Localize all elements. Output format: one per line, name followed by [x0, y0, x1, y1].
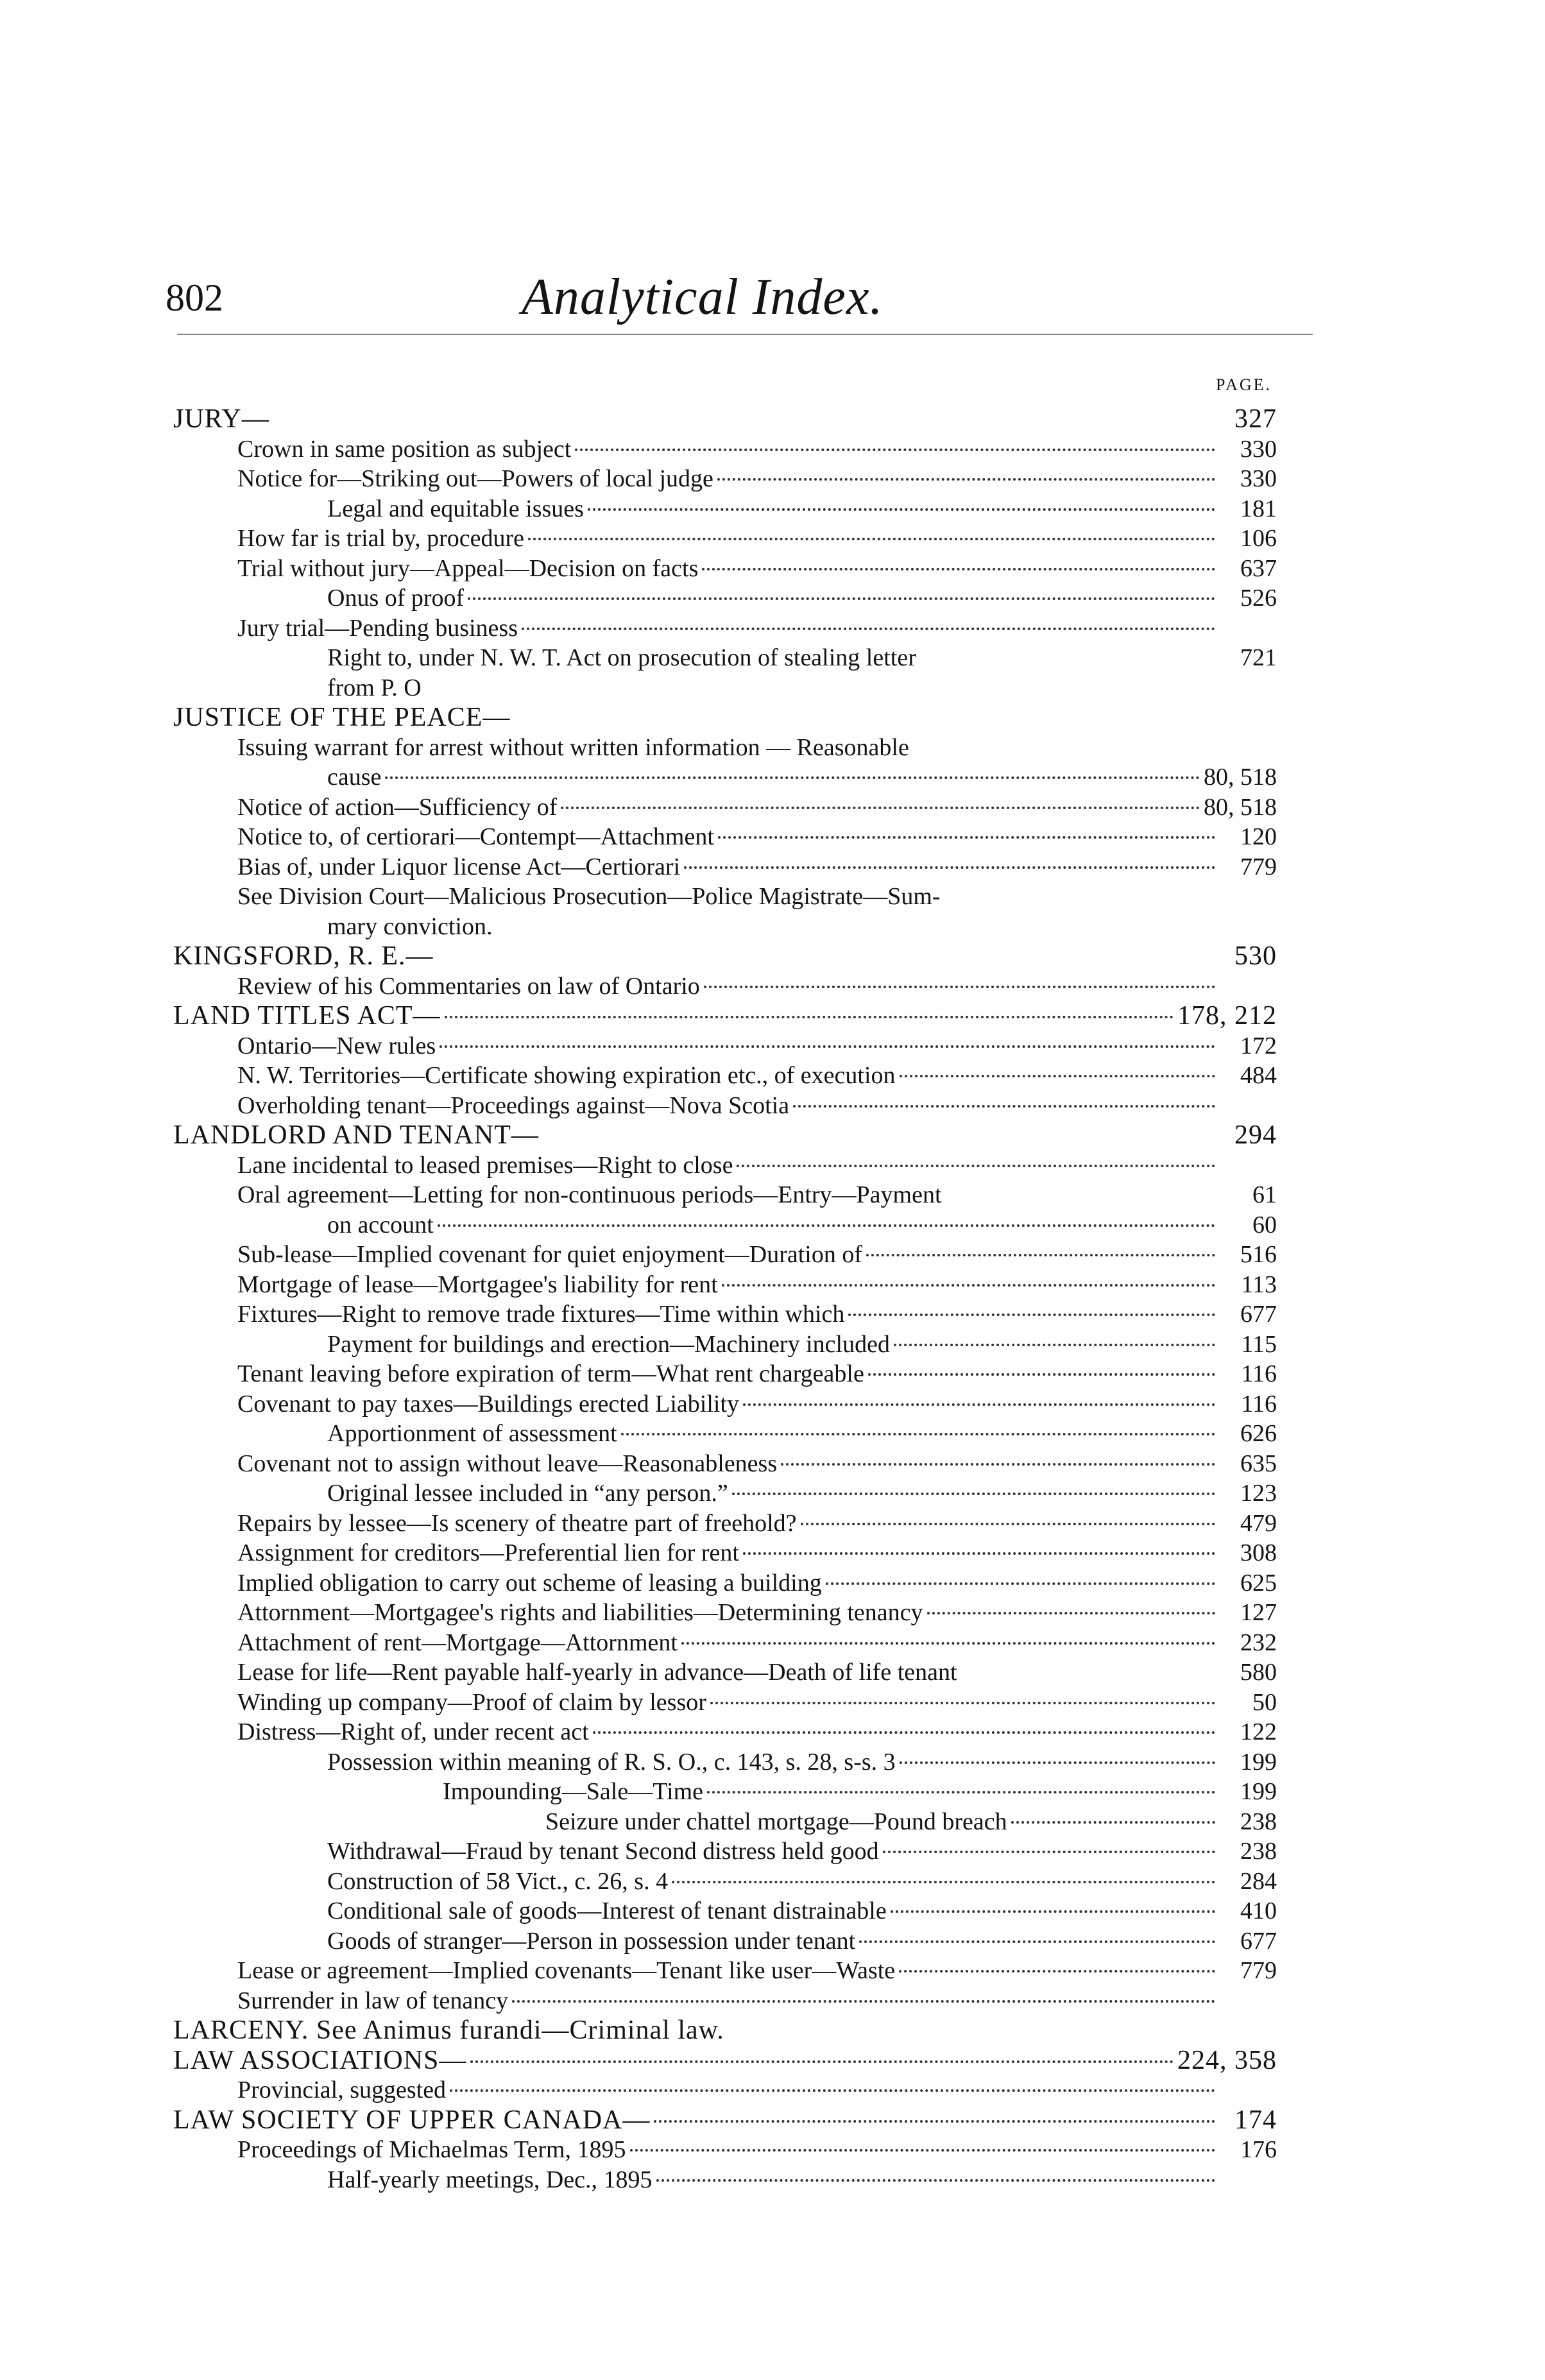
entry-page-ref: 330 [1240, 435, 1277, 463]
entry-text: Right to, under N. W. T. Act on prosecution of stealing letter [327, 644, 916, 671]
dot-leader [1011, 1821, 1215, 1824]
entry-text: Covenant to pay taxes—Buildings erected Liability [237, 1390, 739, 1417]
index-entry [173, 1747, 1277, 1777]
entry-text: Ontario—New rules [237, 1032, 436, 1059]
index-entry [173, 1359, 1277, 1389]
entry-text: Provincial, suggested [237, 2076, 447, 2103]
dot-leader [385, 776, 1200, 779]
index-entry [173, 2075, 1277, 2105]
entry-page-ref: 178, 212 [1177, 1001, 1277, 1031]
entry-page-ref: 626 [1240, 1420, 1277, 1447]
entry-text: Jury trial—Pending business [237, 614, 518, 642]
entry-text: Bias of, under Liquor license Act—Certiorari [237, 853, 681, 880]
entry-text: Lane incidental to leased premises—Right to close [237, 1151, 733, 1179]
entry-text: Surrender in law of tenancy [237, 1987, 509, 2014]
dot-leader [781, 1463, 1215, 1466]
index-entries [173, 404, 1277, 2195]
index-entry [173, 1598, 1277, 1628]
dot-leader [588, 508, 1215, 511]
entry-page-ref: 294 [1234, 1120, 1277, 1150]
entry-text: Distress—Right of, under recent act [237, 1718, 589, 1745]
entry-text: Lease or agreement—Implied covenants—Tenant like user—Waste [237, 1957, 896, 1984]
dot-leader [848, 1314, 1215, 1316]
index-entry [173, 1151, 1277, 1181]
index-entry [173, 1091, 1277, 1121]
dot-leader [654, 2120, 1215, 2123]
dot-leader [512, 2000, 1215, 2003]
entry-text: Assignment for creditors—Preferential lien for rent [237, 1539, 739, 1566]
entry-page-ref: 330 [1240, 465, 1277, 492]
entry-text: Repairs by lessee—Is scenery of theatre part of freehold? [237, 1509, 797, 1537]
index-entry [173, 1688, 1277, 1718]
entry-page-ref: 127 [1240, 1599, 1277, 1626]
index-entry [173, 1628, 1277, 1658]
dot-leader [630, 2149, 1215, 2152]
entry-page-ref: 580 [1240, 1659, 1277, 1686]
dot-leader [707, 1791, 1215, 1794]
entry-page-ref: 625 [1240, 1569, 1277, 1597]
entry-text: LAW SOCIETY OF UPPER CANADA— [173, 2105, 651, 2135]
index-entry [173, 1807, 1277, 1837]
index-entry [173, 882, 1277, 912]
entry-page-ref: 232 [1240, 1629, 1277, 1656]
entry-text: JURY— [173, 404, 269, 434]
index-heading [173, 1001, 1277, 1031]
entry-page-ref: 116 [1241, 1390, 1277, 1417]
page-header [166, 263, 1308, 327]
entry-page-ref: 106 [1240, 525, 1277, 552]
entry-text: Winding up company—Proof of claim by lessor [237, 1688, 706, 1716]
index-entry [173, 1657, 1277, 1688]
entry-page-ref: 50 [1252, 1688, 1277, 1716]
entry-page-ref: 526 [1240, 585, 1277, 612]
entry-text: Attornment—Mortgagee's rights and liabilities—Determining tenancy [237, 1599, 923, 1626]
index-entry [173, 1240, 1277, 1270]
index-entry [173, 464, 1277, 494]
entry-page-ref: 677 [1240, 1301, 1277, 1328]
index-entry [173, 673, 1277, 703]
entry-page-ref: 637 [1240, 554, 1277, 582]
entry-text: Goods of stranger—Person in possession under tenant [327, 1927, 856, 1955]
dot-leader [899, 1970, 1215, 1973]
entry-text: Fixtures—Right to remove trade fixtures—Time within which [237, 1301, 845, 1328]
entry-page-ref: 677 [1240, 1927, 1277, 1955]
dot-leader [883, 1851, 1215, 1853]
entry-page-ref: 721 [1240, 644, 1277, 671]
index-entry [173, 494, 1277, 524]
dot-leader [681, 1642, 1215, 1645]
entry-page-ref: 181 [1240, 495, 1277, 522]
dot-leader [722, 1284, 1215, 1287]
index-entry [173, 1270, 1277, 1300]
entry-text: Possession within meaning of R. S. O., c. 143, s. 28, s-s. 3 [327, 1748, 896, 1776]
index-entry [173, 1568, 1277, 1598]
index-entry [173, 1389, 1277, 1419]
dot-leader [522, 628, 1215, 630]
dot-leader [704, 986, 1215, 988]
index-entry [173, 1717, 1277, 1747]
entry-text: LAND TITLES ACT— [173, 1001, 441, 1031]
running-title: Analytical Index. [522, 269, 883, 325]
index-heading [173, 1120, 1277, 1151]
dot-leader [528, 538, 1215, 540]
index-entry [173, 1061, 1277, 1091]
entry-page-ref: 174 [1234, 2105, 1277, 2135]
entry-text: Crown in same position as subject [237, 435, 572, 463]
entry-text: See Division Court—Malicious Prosecution—Police Magistrate—Sum- [237, 883, 941, 910]
entry-text: from P. O [327, 674, 422, 701]
entry-page-ref: 120 [1240, 823, 1277, 850]
entry-page-ref: 172 [1240, 1032, 1277, 1059]
entry-text: LARCENY. See Animus furandi—Criminal law. [173, 2016, 724, 2045]
dot-leader [470, 2060, 1174, 2063]
index-entry [173, 1509, 1277, 1539]
index-entry [173, 1180, 1277, 1210]
entry-page-ref: 635 [1240, 1450, 1277, 1477]
entry-text: Notice to, of certiorari—Contempt—Attachment [237, 823, 714, 850]
index-entry [173, 1867, 1277, 1897]
index-entry [173, 643, 1277, 673]
dot-leader [656, 2179, 1216, 2182]
index-entry [173, 1031, 1277, 1061]
entry-page-ref: 61 [1252, 1181, 1277, 1208]
dot-leader [859, 1940, 1215, 1943]
dot-leader [793, 1105, 1215, 1108]
entry-page-ref: 123 [1240, 1480, 1277, 1507]
index-entry [173, 434, 1277, 465]
dot-leader [718, 836, 1215, 839]
entry-text: LAW ASSOCIATIONS— [173, 2045, 467, 2075]
dot-leader [900, 1761, 1215, 1764]
index-entry [173, 613, 1277, 644]
entry-page-ref: 530 [1234, 941, 1277, 971]
entry-page-ref: 779 [1240, 1957, 1277, 1984]
entry-text: Trial without jury—Appeal—Decision on facts [237, 554, 699, 582]
entry-text: on account [327, 1211, 434, 1238]
index-entry [173, 1419, 1277, 1449]
index-entry [173, 1538, 1277, 1568]
entry-text: Seizure under chattel mortgage—Pound breach [545, 1808, 1007, 1835]
dot-leader [891, 1910, 1215, 1913]
index-entry [173, 733, 1277, 763]
entry-text: Overholding tenant—Proceedings against—Nova Scotia [237, 1092, 790, 1119]
entry-page-ref: 113 [1241, 1271, 1277, 1298]
index-heading [173, 703, 1277, 733]
index-entry [173, 1896, 1277, 1926]
entry-text: Half-yearly meetings, Dec., 1895 [327, 2166, 653, 2193]
dot-leader [717, 478, 1215, 481]
entry-text: N. W. Territories—Certificate showing expiration etc., of execution [237, 1062, 896, 1089]
entry-page-ref: 199 [1240, 1778, 1277, 1805]
dot-leader [575, 449, 1215, 451]
entry-page-ref: 516 [1240, 1241, 1277, 1268]
entry-text: Issuing warrant for arrest without written information — Reasonable [237, 733, 909, 761]
entry-page-ref: 308 [1240, 1539, 1277, 1566]
dot-leader [737, 1165, 1215, 1167]
dot-leader [710, 1702, 1215, 1704]
index-entry [173, 792, 1277, 823]
entry-text: Original lessee included in “any person.” [327, 1480, 728, 1507]
index-entry [173, 912, 1277, 942]
index-entry [173, 852, 1277, 882]
entry-page-ref: 80, 518 [1204, 793, 1277, 821]
entry-text: Construction of 58 Vict., c. 26, s. 4 [327, 1867, 669, 1895]
entry-text: Notice for—Striking out—Powers of local judge [237, 465, 713, 492]
dot-leader [801, 1523, 1215, 1525]
entry-text: Impounding—Sale—Time [443, 1778, 704, 1805]
entry-page-ref: 284 [1240, 1867, 1277, 1895]
dot-leader [894, 1344, 1215, 1346]
entry-page-ref: 484 [1240, 1062, 1277, 1089]
dot-leader [561, 807, 1200, 809]
index-entry [173, 762, 1277, 792]
entry-text: Lease for life—Rent payable half-yearly in advance—Death of life tenant [237, 1659, 957, 1686]
entry-text: Tenant leaving before expiration of term—What rent chargeable [237, 1360, 864, 1387]
dot-leader [900, 1075, 1215, 1077]
dot-leader [445, 1016, 1174, 1018]
entry-text: Withdrawal—Fraud by tenant Second distress held good [327, 1838, 879, 1865]
dot-leader [702, 568, 1215, 570]
entry-text: Review of his Commentaries on law of Ontario [237, 972, 700, 1000]
entry-text: Payment for buildings and erection—Machinery included [327, 1330, 890, 1358]
index-heading [173, 2105, 1277, 2136]
dot-leader [450, 2089, 1215, 2092]
entry-page-ref: 176 [1240, 2136, 1277, 2163]
index-entry [173, 2165, 1277, 2195]
index-entry [173, 972, 1277, 1002]
entry-text: Implied obligation to carry out scheme of leasing a building [237, 1569, 822, 1597]
index-entry [173, 2135, 1277, 2165]
dot-leader [593, 1731, 1215, 1734]
entry-page-ref: 479 [1240, 1509, 1277, 1537]
dot-leader [866, 1254, 1215, 1256]
dot-leader [438, 1224, 1215, 1227]
page-column-label: PAGE. [1216, 375, 1272, 394]
index-entry [173, 1210, 1277, 1240]
entry-text: Onus of proof [327, 585, 465, 612]
page-number: 802 [166, 277, 223, 319]
entry-text: Conditional sale of goods—Interest of tenant distrainable [327, 1897, 887, 1924]
index-entry [173, 554, 1277, 584]
entry-text: Sub-lease—Implied covenant for quiet enjoyment—Duration of [237, 1241, 863, 1268]
entry-page-ref: 224, 358 [1177, 2045, 1277, 2075]
index-entry [173, 1986, 1277, 2016]
index-heading [173, 2016, 1277, 2046]
entry-text: Attachment of rent—Mortgage—Attornment [237, 1629, 678, 1656]
entry-page-ref: 327 [1234, 404, 1277, 434]
entry-page-ref: 116 [1241, 1360, 1277, 1387]
entry-text: JUSTICE OF THE PEACE— [173, 703, 511, 732]
entry-text: Covenant not to assign without leave—Reasonableness [237, 1450, 778, 1477]
header-rule [177, 334, 1313, 335]
entry-text: KINGSFORD, R. E.— [173, 941, 434, 971]
index-entry [173, 1926, 1277, 1956]
dot-leader [826, 1582, 1215, 1585]
index-entry [173, 583, 1277, 613]
entry-page-ref: 199 [1240, 1748, 1277, 1776]
index-entry [173, 1836, 1277, 1867]
entry-page-ref: 410 [1240, 1897, 1277, 1924]
index-entry [173, 524, 1277, 554]
dot-leader [621, 1433, 1215, 1435]
entry-text: mary conviction. [327, 912, 493, 940]
entry-text: Proceedings of Michaelmas Term, 1895 [237, 2136, 626, 2163]
entry-text: Notice of action—Sufficiency of [237, 793, 558, 821]
index-entry [173, 1299, 1277, 1330]
dot-leader [440, 1045, 1215, 1048]
dot-leader [927, 1612, 1216, 1614]
entry-page-ref: 779 [1240, 853, 1277, 880]
index-entry [173, 1330, 1277, 1360]
dot-leader [868, 1373, 1215, 1376]
dot-leader [684, 866, 1215, 869]
entry-page-ref: 238 [1240, 1808, 1277, 1835]
entry-page-ref: 238 [1240, 1838, 1277, 1865]
entry-page-ref: 122 [1240, 1718, 1277, 1745]
entry-page-ref: 115 [1241, 1330, 1277, 1358]
dot-leader [672, 1881, 1215, 1883]
entry-text: Legal and equitable issues [327, 495, 584, 522]
index-entry [173, 1449, 1277, 1479]
entry-text: LANDLORD AND TENANT— [173, 1120, 539, 1150]
index-heading [173, 404, 1277, 434]
index-entry [173, 822, 1277, 852]
entry-text: How far is trial by, procedure [237, 525, 525, 552]
index-heading [173, 2046, 1277, 2076]
dot-leader [743, 1552, 1215, 1555]
index-entry [173, 1956, 1277, 1986]
entry-text: Mortgage of lease—Mortgagee's liability for rent [237, 1271, 718, 1298]
index-heading [173, 941, 1277, 972]
dot-leader [732, 1493, 1215, 1495]
entry-page-ref: 60 [1252, 1211, 1277, 1238]
index-entry [173, 1478, 1277, 1509]
dot-leader [468, 597, 1215, 600]
entry-text: Apportionment of assessment [327, 1420, 617, 1447]
entry-text: Oral agreement—Letting for non-continuous periods—Entry—Payment [237, 1181, 942, 1208]
entry-text: cause [327, 764, 382, 791]
entry-page-ref: 80, 518 [1204, 764, 1277, 791]
index-entry [173, 1777, 1277, 1807]
dot-leader [743, 1403, 1215, 1406]
